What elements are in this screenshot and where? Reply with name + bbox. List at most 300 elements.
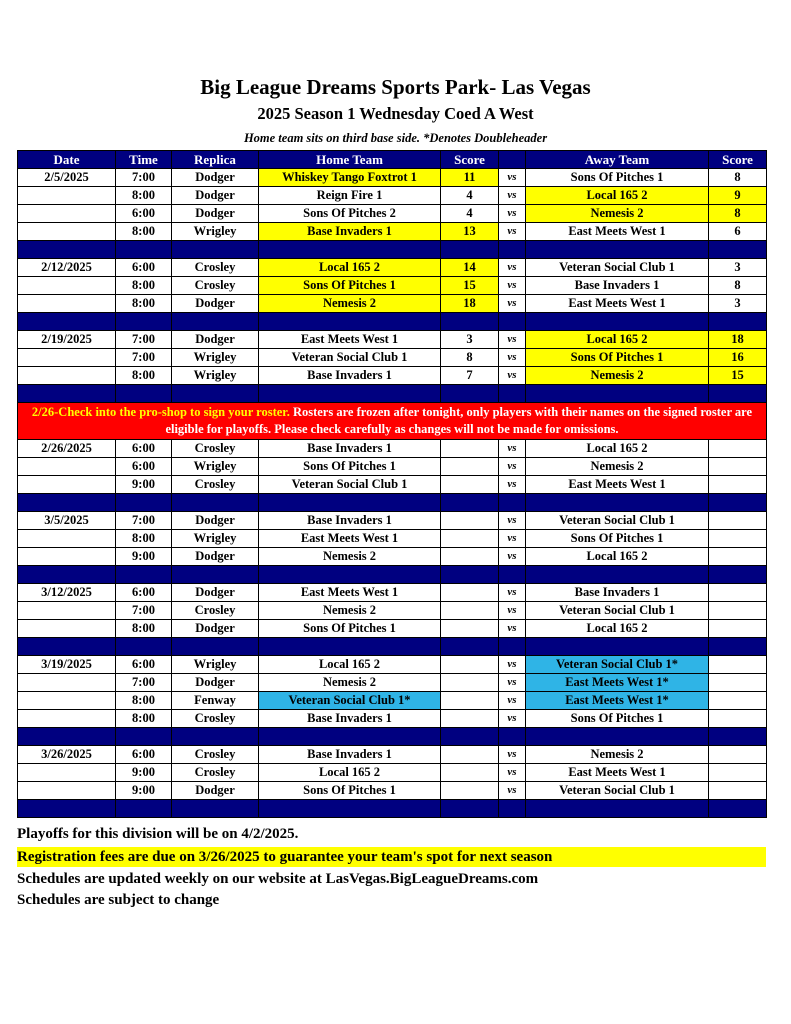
time-cell: 8:00: [116, 710, 172, 728]
roster-banner: [18, 403, 767, 440]
home-score-cell: 13: [441, 223, 499, 241]
time-cell: 9:00: [116, 548, 172, 566]
away-team-cell: Base Invaders 1: [526, 584, 709, 602]
vs-label: vs: [499, 169, 526, 187]
column-header: Time: [116, 151, 172, 169]
away-score-cell: [709, 530, 767, 548]
date-cell: [18, 205, 116, 223]
separator-cell: [259, 385, 441, 403]
home-team-cell: Sons Of Pitches 1: [259, 620, 441, 638]
separator-cell: [709, 800, 767, 818]
week-separator: [18, 728, 767, 746]
website-note: Schedules are updated weekly on our website at LasVegas.BigLeagueDreams.com: [17, 871, 539, 887]
date-cell: [18, 764, 116, 782]
home-team-cell: Base Invaders 1: [259, 512, 441, 530]
away-team-cell: Sons Of Pitches 1: [526, 530, 709, 548]
time-cell: 9:00: [116, 764, 172, 782]
banner-highlight-text: 2/26-Check into the pro-shop to sign your roster.: [31, 405, 290, 419]
separator-cell: [709, 566, 767, 584]
vs-label: vs: [499, 458, 526, 476]
separator-cell: [259, 566, 441, 584]
time-cell: 7:00: [116, 602, 172, 620]
separator-cell: [18, 241, 116, 259]
time-cell: 8:00: [116, 367, 172, 385]
separator-cell: [18, 638, 116, 656]
home-team-cell: Sons Of Pitches 1: [259, 277, 441, 295]
date-cell: 2/26/2025: [18, 440, 116, 458]
away-score-cell: 6: [709, 223, 767, 241]
column-header: Replica: [172, 151, 259, 169]
home-team-cell: Local 165 2: [259, 259, 441, 277]
replica-cell: Crosley: [172, 764, 259, 782]
table-row: [18, 782, 767, 800]
away-team-cell: Veteran Social Club 1: [526, 602, 709, 620]
time-cell: 6:00: [116, 440, 172, 458]
away-score-cell: [709, 656, 767, 674]
time-cell: 6:00: [116, 746, 172, 764]
separator-cell: [441, 728, 499, 746]
vs-label: vs: [499, 187, 526, 205]
separator-cell: [116, 494, 172, 512]
separator-cell: [499, 494, 526, 512]
home-team-cell: East Meets West 1: [259, 530, 441, 548]
separator-cell: [499, 566, 526, 584]
vs-label: vs: [499, 512, 526, 530]
vs-label: vs: [499, 259, 526, 277]
table-row: [18, 331, 767, 349]
separator-cell: [259, 728, 441, 746]
week-separator: [18, 385, 767, 403]
date-cell: 3/26/2025: [18, 746, 116, 764]
replica-cell: Wrigley: [172, 223, 259, 241]
date-cell: [18, 277, 116, 295]
time-cell: 9:00: [116, 476, 172, 494]
separator-cell: [499, 385, 526, 403]
away-team-cell: Nemesis 2: [526, 367, 709, 385]
home-team-cell: Veteran Social Club 1: [259, 476, 441, 494]
replica-cell: Crosley: [172, 440, 259, 458]
date-cell: [18, 223, 116, 241]
separator-cell: [499, 638, 526, 656]
separator-cell: [116, 800, 172, 818]
separator-cell: [526, 566, 709, 584]
vs-label: vs: [499, 367, 526, 385]
home-score-cell: [441, 746, 499, 764]
away-score-cell: 3: [709, 295, 767, 313]
time-cell: 8:00: [116, 620, 172, 638]
away-team-cell: East Meets West 1: [526, 295, 709, 313]
home-team-cell: Nemesis 2: [259, 548, 441, 566]
home-score-cell: 4: [441, 187, 499, 205]
table-row: [18, 349, 767, 367]
home-score-cell: [441, 530, 499, 548]
vs-label: vs: [499, 656, 526, 674]
table-row: [18, 548, 767, 566]
week-separator: [18, 638, 767, 656]
table-row: [18, 440, 767, 458]
replica-cell: Dodger: [172, 331, 259, 349]
separator-cell: [441, 638, 499, 656]
away-team-cell: Local 165 2: [526, 548, 709, 566]
home-score-cell: [441, 782, 499, 800]
date-cell: [18, 548, 116, 566]
week-separator: [18, 241, 767, 259]
home-score-cell: 3: [441, 331, 499, 349]
away-score-cell: [709, 674, 767, 692]
home-score-cell: [441, 764, 499, 782]
away-score-cell: 15: [709, 367, 767, 385]
time-cell: 6:00: [116, 458, 172, 476]
table-row: [18, 746, 767, 764]
separator-cell: [259, 800, 441, 818]
date-cell: [18, 367, 116, 385]
separator-cell: [709, 385, 767, 403]
home-score-cell: 14: [441, 259, 499, 277]
home-score-cell: 11: [441, 169, 499, 187]
away-team-cell: East Meets West 1: [526, 764, 709, 782]
date-cell: [18, 602, 116, 620]
home-team-cell: Nemesis 2: [259, 602, 441, 620]
replica-cell: Wrigley: [172, 349, 259, 367]
separator-cell: [259, 638, 441, 656]
separator-cell: [441, 241, 499, 259]
time-cell: 9:00: [116, 782, 172, 800]
replica-cell: Crosley: [172, 710, 259, 728]
date-cell: 3/19/2025: [18, 656, 116, 674]
separator-cell: [259, 241, 441, 259]
away-team-cell: Local 165 2: [526, 620, 709, 638]
vs-label: vs: [499, 602, 526, 620]
away-team-cell: Veteran Social Club 1: [526, 512, 709, 530]
replica-cell: Wrigley: [172, 656, 259, 674]
page-title: Big League Dreams Sports Park- Las Vegas: [200, 75, 591, 99]
home-team-cell: Veteran Social Club 1*: [259, 692, 441, 710]
away-team-cell: Sons Of Pitches 1: [526, 169, 709, 187]
away-team-cell: Local 165 2: [526, 187, 709, 205]
away-score-cell: [709, 710, 767, 728]
separator-cell: [709, 241, 767, 259]
home-team-cell: Base Invaders 1: [259, 710, 441, 728]
date-cell: [18, 620, 116, 638]
away-team-cell: Sons Of Pitches 1: [526, 349, 709, 367]
table-row: [18, 602, 767, 620]
away-score-cell: [709, 476, 767, 494]
table-row: [18, 223, 767, 241]
column-header: [499, 151, 526, 169]
separator-cell: [441, 494, 499, 512]
home-team-cell: Reign Fire 1: [259, 187, 441, 205]
table-row: [18, 277, 767, 295]
away-score-cell: 8: [709, 277, 767, 295]
vs-label: vs: [499, 530, 526, 548]
time-cell: 7:00: [116, 674, 172, 692]
table-row: [18, 584, 767, 602]
date-cell: [18, 710, 116, 728]
home-team-cell: Sons Of Pitches 1: [259, 782, 441, 800]
home-score-cell: 15: [441, 277, 499, 295]
separator-cell: [526, 638, 709, 656]
home-score-cell: [441, 656, 499, 674]
away-score-cell: 3: [709, 259, 767, 277]
vs-label: vs: [499, 782, 526, 800]
away-score-cell: [709, 458, 767, 476]
separator-cell: [116, 241, 172, 259]
replica-cell: Dodger: [172, 295, 259, 313]
date-cell: [18, 530, 116, 548]
vs-label: vs: [499, 674, 526, 692]
away-score-cell: [709, 692, 767, 710]
column-header: Score: [709, 151, 767, 169]
separator-cell: [526, 385, 709, 403]
week-separator: [18, 566, 767, 584]
away-score-cell: [709, 602, 767, 620]
vs-label: vs: [499, 692, 526, 710]
date-cell: 2/12/2025: [18, 259, 116, 277]
playoffs-note: Playoffs for this division will be on 4/2/2025.: [17, 826, 299, 842]
home-team-cell: Veteran Social Club 1: [259, 349, 441, 367]
away-team-cell: Nemesis 2: [526, 205, 709, 223]
date-cell: [18, 295, 116, 313]
column-header: Away Team: [526, 151, 709, 169]
table-row: [18, 692, 767, 710]
page-subtitle: 2025 Season 1 Wednesday Coed A West: [257, 104, 534, 123]
separator-cell: [499, 241, 526, 259]
week-separator: [18, 313, 767, 331]
separator-cell: [172, 385, 259, 403]
vs-label: vs: [499, 710, 526, 728]
away-score-cell: [709, 584, 767, 602]
separator-cell: [259, 313, 441, 331]
home-score-cell: [441, 692, 499, 710]
away-score-cell: [709, 548, 767, 566]
date-cell: 3/12/2025: [18, 584, 116, 602]
away-team-cell: East Meets West 1*: [526, 692, 709, 710]
vs-label: vs: [499, 205, 526, 223]
separator-cell: [526, 800, 709, 818]
date-cell: [18, 674, 116, 692]
away-team-cell: Nemesis 2: [526, 746, 709, 764]
home-team-cell: East Meets West 1: [259, 584, 441, 602]
time-cell: 8:00: [116, 295, 172, 313]
date-cell: [18, 692, 116, 710]
time-cell: 7:00: [116, 169, 172, 187]
separator-cell: [499, 728, 526, 746]
table-row: [18, 259, 767, 277]
table-header: [18, 151, 767, 169]
replica-cell: Dodger: [172, 782, 259, 800]
time-cell: 8:00: [116, 277, 172, 295]
home-score-cell: 7: [441, 367, 499, 385]
separator-cell: [172, 800, 259, 818]
separator-cell: [18, 566, 116, 584]
separator-cell: [709, 313, 767, 331]
separator-cell: [172, 313, 259, 331]
vs-label: vs: [499, 548, 526, 566]
separator-cell: [441, 566, 499, 584]
away-team-cell: East Meets West 1*: [526, 674, 709, 692]
home-score-cell: [441, 674, 499, 692]
registration-note: Registration fees are due on 3/26/2025 to guarantee your team's spot for next season: [17, 847, 766, 867]
date-cell: [18, 782, 116, 800]
table-row: [18, 367, 767, 385]
roster-banner-row: [18, 403, 767, 440]
week-separator: [18, 800, 767, 818]
separator-cell: [172, 241, 259, 259]
date-cell: 2/5/2025: [18, 169, 116, 187]
home-team-cell: Nemesis 2: [259, 674, 441, 692]
table-row: [18, 458, 767, 476]
replica-cell: Dodger: [172, 169, 259, 187]
table-row: [18, 530, 767, 548]
vs-label: vs: [499, 584, 526, 602]
home-team-cell: Base Invaders 1: [259, 367, 441, 385]
date-cell: 3/5/2025: [18, 512, 116, 530]
separator-cell: [499, 313, 526, 331]
replica-cell: Crosley: [172, 259, 259, 277]
home-score-cell: [441, 620, 499, 638]
column-header: Score: [441, 151, 499, 169]
separator-cell: [172, 638, 259, 656]
home-team-cell: Base Invaders 1: [259, 223, 441, 241]
separator-cell: [709, 728, 767, 746]
separator-cell: [526, 494, 709, 512]
separator-cell: [709, 494, 767, 512]
separator-cell: [18, 494, 116, 512]
separator-cell: [259, 494, 441, 512]
time-cell: 8:00: [116, 530, 172, 548]
away-score-cell: 9: [709, 187, 767, 205]
away-score-cell: 16: [709, 349, 767, 367]
column-header: Date: [18, 151, 116, 169]
column-header: Home Team: [259, 151, 441, 169]
away-team-cell: Veteran Social Club 1: [526, 782, 709, 800]
home-team-cell: Base Invaders 1: [259, 746, 441, 764]
home-score-cell: [441, 440, 499, 458]
home-score-cell: [441, 476, 499, 494]
date-cell: [18, 476, 116, 494]
separator-cell: [441, 800, 499, 818]
home-score-cell: 8: [441, 349, 499, 367]
time-cell: 7:00: [116, 331, 172, 349]
away-score-cell: [709, 620, 767, 638]
separator-cell: [526, 313, 709, 331]
home-team-cell: Base Invaders 1: [259, 440, 441, 458]
away-team-cell: Veteran Social Club 1: [526, 259, 709, 277]
date-cell: 2/19/2025: [18, 331, 116, 349]
separator-cell: [116, 728, 172, 746]
away-team-cell: East Meets West 1: [526, 476, 709, 494]
home-team-cell: East Meets West 1: [259, 331, 441, 349]
away-team-cell: East Meets West 1: [526, 223, 709, 241]
vs-label: vs: [499, 331, 526, 349]
away-score-cell: 8: [709, 205, 767, 223]
replica-cell: Crosley: [172, 277, 259, 295]
time-cell: 6:00: [116, 584, 172, 602]
separator-cell: [116, 385, 172, 403]
table-row: [18, 187, 767, 205]
time-cell: 6:00: [116, 205, 172, 223]
replica-cell: Crosley: [172, 476, 259, 494]
time-cell: 7:00: [116, 349, 172, 367]
separator-cell: [116, 313, 172, 331]
table-row: [18, 710, 767, 728]
replica-cell: Dodger: [172, 584, 259, 602]
away-score-cell: 8: [709, 169, 767, 187]
separator-cell: [526, 241, 709, 259]
home-team-cell: Local 165 2: [259, 764, 441, 782]
separator-cell: [441, 385, 499, 403]
replica-cell: Wrigley: [172, 367, 259, 385]
time-cell: 8:00: [116, 187, 172, 205]
away-team-cell: Base Invaders 1: [526, 277, 709, 295]
separator-cell: [18, 728, 116, 746]
home-score-cell: 4: [441, 205, 499, 223]
replica-cell: Wrigley: [172, 530, 259, 548]
separator-cell: [499, 800, 526, 818]
table-row: [18, 476, 767, 494]
away-score-cell: [709, 782, 767, 800]
away-team-cell: Nemesis 2: [526, 458, 709, 476]
away-score-cell: 18: [709, 331, 767, 349]
separator-cell: [172, 494, 259, 512]
vs-label: vs: [499, 764, 526, 782]
table-row: [18, 674, 767, 692]
table-row: [18, 295, 767, 313]
table-row: [18, 169, 767, 187]
date-cell: [18, 349, 116, 367]
separator-cell: [709, 638, 767, 656]
time-cell: 8:00: [116, 223, 172, 241]
home-score-cell: [441, 710, 499, 728]
vs-label: vs: [499, 746, 526, 764]
home-team-cell: Local 165 2: [259, 656, 441, 674]
home-team-note: Home team sits on third base side. *Denotes Doubleheader: [243, 131, 548, 145]
home-score-cell: 18: [441, 295, 499, 313]
separator-cell: [116, 638, 172, 656]
away-score-cell: [709, 764, 767, 782]
away-team-cell: Veteran Social Club 1*: [526, 656, 709, 674]
separator-cell: [18, 800, 116, 818]
replica-cell: Dodger: [172, 674, 259, 692]
replica-cell: Dodger: [172, 512, 259, 530]
vs-label: vs: [499, 295, 526, 313]
home-team-cell: Sons Of Pitches 2: [259, 205, 441, 223]
vs-label: vs: [499, 620, 526, 638]
banner-text: Rosters are frozen after tonight, only players with their names on the signed roster are eligible for playoffs. Please check carefully as changes will not be made for omissions.: [165, 405, 753, 436]
away-team-cell: Local 165 2: [526, 331, 709, 349]
vs-label: vs: [499, 349, 526, 367]
vs-label: vs: [499, 476, 526, 494]
home-score-cell: [441, 548, 499, 566]
separator-cell: [441, 313, 499, 331]
separator-cell: [172, 566, 259, 584]
home-team-cell: Sons Of Pitches 1: [259, 458, 441, 476]
subject-to-change-note: Schedules are subject to change: [17, 892, 220, 908]
separator-cell: [18, 313, 116, 331]
date-cell: [18, 187, 116, 205]
away-score-cell: [709, 440, 767, 458]
vs-label: vs: [499, 277, 526, 295]
time-cell: 7:00: [116, 512, 172, 530]
replica-cell: Dodger: [172, 620, 259, 638]
vs-label: vs: [499, 223, 526, 241]
away-score-cell: [709, 746, 767, 764]
away-team-cell: Local 165 2: [526, 440, 709, 458]
separator-cell: [18, 385, 116, 403]
home-score-cell: [441, 602, 499, 620]
table-row: [18, 620, 767, 638]
separator-cell: [526, 728, 709, 746]
